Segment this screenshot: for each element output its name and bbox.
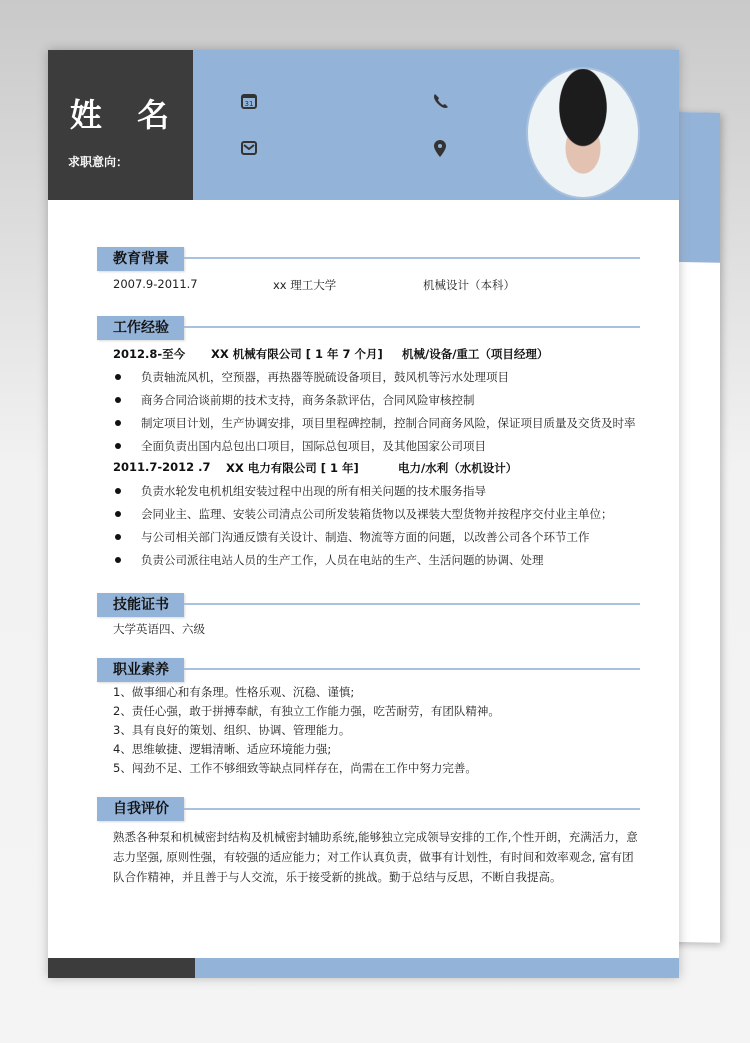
self-eval-line: 志力坚强, 原则性强，有较强的适应能力；对工作认真负责，做事有计划性，有时间和效率观念, 富有团	[113, 850, 634, 864]
location-pin-icon	[431, 139, 449, 157]
bullet-icon	[115, 534, 121, 540]
edu-school: xx 理工大学	[273, 278, 337, 292]
bullet-icon	[115, 397, 121, 403]
quality-item: 1、做事细心和有条理。性格乐观、沉稳、谨慎;	[113, 685, 355, 699]
duty-item: 负责水轮发电机机组安装过程中出现的所有相关问题的技术服务指导	[141, 484, 486, 498]
name: 姓 名	[69, 96, 182, 134]
section-title-education: 教育背景	[97, 247, 184, 271]
section-title-self-evaluation: 自我评价	[97, 797, 184, 821]
duty-item: 全面负责出国内总包出口项目，国际总包项目，及其他国家公司项目	[141, 439, 486, 453]
quality-item: 4、思维敏捷、逻辑清晰、适应环境能力强;	[113, 742, 332, 756]
bullet-icon	[115, 557, 121, 563]
self-eval-line: 熟悉各种泵和机械密封结构及机械密封辅助系统,能够独立完成领导安排的工作,个性开朗，充满活力，意	[113, 830, 638, 844]
resume-page	[48, 50, 679, 978]
bullet-icon	[115, 511, 121, 517]
quality-item: 5、闯劲不足、工作不够细致等缺点同样存在，尚需在工作中努力完善。	[113, 761, 477, 775]
svg-text:31: 31	[244, 100, 254, 108]
header-name-block	[48, 50, 193, 200]
duty-item: 制定项目计划，生产协调安排，项目里程碑控制，控制合同商务风险，保证项目质量及交货及时率	[141, 416, 636, 430]
footer-bar-dark	[48, 958, 195, 978]
section-title-skills: 技能证书	[97, 593, 184, 617]
duty-item: 商务合同洽谈前期的技术支持，商务条款评估，合同风险审核控制	[141, 393, 475, 407]
divider	[184, 603, 640, 605]
skills-text: 大学英语四、六级	[113, 622, 205, 636]
quality-item: 2、责任心强，敢于拼搏奉献，有独立工作能力强，吃苦耐劳，有团队精神。	[113, 704, 500, 718]
divider	[184, 808, 640, 810]
duty-item: 负责轴流风机，空预器，再热器等脱硫设备项目，鼓风机等污水处理项目	[141, 370, 509, 384]
edu-major: 机械设计（本科）	[423, 278, 515, 292]
bullet-icon	[115, 488, 121, 494]
bullet-icon	[115, 374, 121, 380]
bullet-icon	[115, 420, 121, 426]
calendar-icon	[240, 92, 258, 110]
footer-bar-blue	[195, 958, 679, 978]
duty-item: 与公司相关部门沟通反馈有关设计、制造、物流等方面的问题，以改善公司各个环节工作	[141, 530, 590, 544]
job-role: 电力/水利（水机设计）	[398, 461, 518, 475]
job-period: 2011.7-2012 .7	[113, 460, 211, 474]
divider	[184, 257, 640, 259]
mail-icon	[240, 139, 258, 157]
bullet-icon	[115, 443, 121, 449]
duty-item: 负责公司派往电站人员的生产工作，人员在电站的生产、生活问题的协调、处理	[141, 553, 544, 567]
self-eval-line: 队合作精神，并且善于与人交流，乐于接受新的挑战。勤于总结与反思，不断自我提高。	[113, 870, 562, 884]
phone-icon	[431, 92, 449, 110]
quality-item: 3、具有良好的策划、组织、协调、管理能力。	[113, 723, 351, 737]
section-title-qualities: 职业素养	[97, 658, 184, 682]
section-title-work: 工作经验	[97, 316, 184, 340]
duty-item: 会同业主、监理、安装公司清点公司所发装箱货物以及裸装大型货物并按程序交付业主单位；	[141, 507, 613, 521]
divider	[184, 668, 640, 670]
job-role: 机械/设备/重工（项目经理）	[402, 347, 549, 361]
job-period: 2012.8-至今	[113, 347, 186, 361]
edu-period: 2007.9-2011.7	[113, 277, 198, 291]
job-company: XX 电力有限公司 [ 1 年]	[226, 461, 359, 475]
job-company: XX 机械有限公司 [ 1 年 7 个月]	[211, 347, 383, 361]
divider	[184, 326, 640, 328]
job-intent-label: 求职意向：	[68, 155, 129, 169]
profile-photo	[526, 67, 640, 199]
